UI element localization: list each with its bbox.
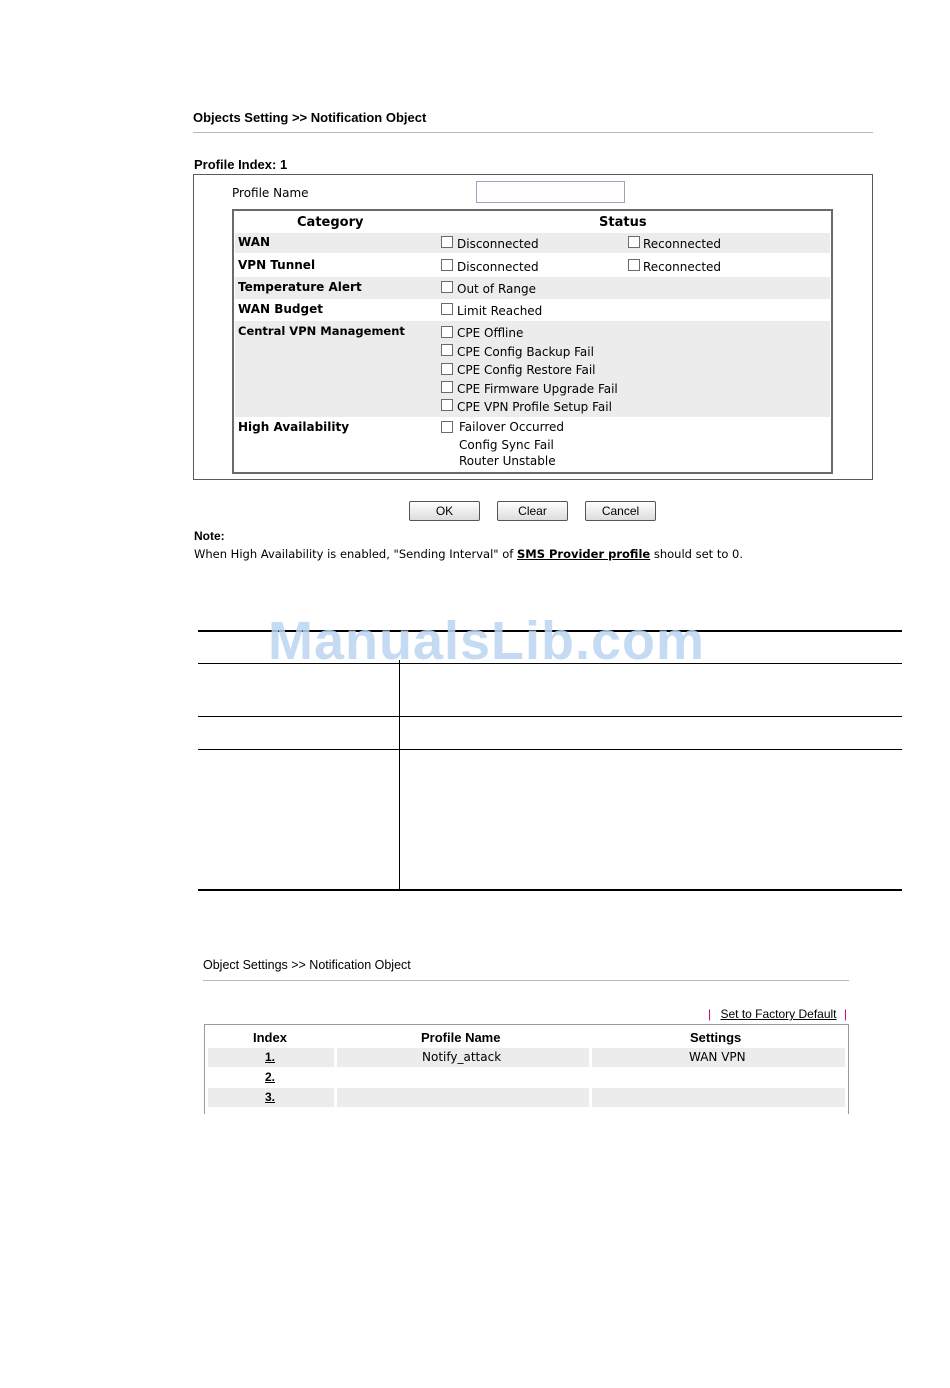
wan-reconnected-label: Reconnected: [643, 237, 722, 251]
wan-disconnected-label: Disconnected: [457, 237, 539, 251]
failover-occurred-label: Failover Occurred: [459, 420, 565, 434]
desc-table-rule-3: [198, 749, 902, 750]
desc-table-column-divider: [399, 660, 400, 890]
vpn-reconnected-checkbox[interactable]: [628, 259, 640, 271]
temp-out-of-range-checkbox[interactable]: [441, 281, 453, 293]
budget-limit-reached-label: Limit Reached: [457, 304, 543, 318]
failover-occurred-checkbox[interactable]: [441, 421, 453, 433]
wan-reconnected-checkbox[interactable]: [628, 236, 640, 248]
page-title: Objects Setting >> Notification Object: [193, 110, 427, 125]
vpn-disconnected-label: Disconnected: [457, 260, 539, 274]
cpe-offline-checkbox[interactable]: [441, 326, 453, 338]
settings-cell-1: WAN VPN: [689, 1050, 746, 1064]
desc-table-bottom-rule: [198, 889, 902, 891]
profile-index-link-2[interactable]: 2.: [265, 1070, 276, 1084]
profile-name-header: Profile Name: [421, 1030, 501, 1045]
budget-limit-reached-checkbox[interactable]: [441, 303, 453, 315]
index-header: Index: [253, 1030, 287, 1045]
profile-index-link-3[interactable]: 3.: [265, 1090, 276, 1104]
separator-left: |: [708, 1007, 712, 1021]
cpe-vpn-profile-setup-fail-label: CPE VPN Profile Setup Fail: [457, 400, 612, 414]
cpe-firmware-upgrade-fail-label: CPE Firmware Upgrade Fail: [457, 382, 618, 396]
category-header: Category: [297, 215, 364, 230]
table-cell-bg: [337, 1088, 589, 1107]
factory-default-bar: [708, 1007, 847, 1021]
clear-button[interactable]: Clear: [497, 501, 568, 521]
category-high-availability: High Availability: [238, 420, 350, 434]
wan-disconnected-checkbox[interactable]: [441, 236, 453, 248]
settings-header: Settings: [690, 1030, 742, 1045]
cpe-offline-label: CPE Offline: [457, 326, 524, 340]
category-vpn-tunnel: VPN Tunnel: [238, 258, 316, 272]
cpe-firmware-upgrade-fail-checkbox[interactable]: [441, 381, 453, 393]
profile-index-link-1[interactable]: 1.: [265, 1050, 276, 1064]
note-title: Note:: [194, 529, 225, 543]
profile-index-label: Profile Index: 1: [194, 157, 288, 172]
router-unstable-label: Router Unstable: [459, 454, 556, 468]
profile-name-label: Profile Name: [232, 186, 309, 200]
vpn-reconnected-label: Reconnected: [643, 260, 722, 274]
note-text: [194, 547, 743, 561]
desc-table-rule-2: [198, 716, 902, 717]
cpe-config-restore-fail-checkbox[interactable]: [441, 363, 453, 375]
profile-name-input[interactable]: [476, 181, 625, 203]
config-sync-fail-label: Config Sync Fail: [459, 438, 554, 452]
cancel-button[interactable]: Cancel: [585, 501, 656, 521]
sms-provider-profile-link[interactable]: SMS Provider profile: [516, 547, 651, 561]
vpn-disconnected-checkbox[interactable]: [441, 259, 453, 271]
bottom-title-divider: [203, 980, 849, 981]
set-to-factory-default-link[interactable]: Set to Factory Default: [720, 1007, 837, 1021]
category-wan-budget: WAN Budget: [238, 302, 323, 316]
temp-out-of-range-label: Out of Range: [457, 282, 536, 296]
ok-button[interactable]: OK: [409, 501, 480, 521]
category-central-vpn-management: Central VPN Management: [238, 324, 405, 338]
bottom-page-title: Object Settings >> Notification Object: [203, 958, 411, 972]
separator-right: |: [843, 1007, 847, 1021]
cpe-config-backup-fail-label: CPE Config Backup Fail: [457, 345, 594, 359]
cpe-vpn-profile-setup-fail-checkbox[interactable]: [441, 399, 453, 411]
cpe-config-restore-fail-label: CPE Config Restore Fail: [457, 363, 596, 377]
category-wan: WAN: [238, 235, 271, 249]
cpe-config-backup-fail-checkbox[interactable]: [441, 344, 453, 356]
profile-name-cell-1: Notify_attack: [422, 1050, 502, 1064]
status-header: Status: [599, 215, 647, 230]
category-temperature-alert: Temperature Alert: [238, 280, 362, 294]
watermark: ManualsLib.com: [268, 611, 706, 671]
note-text-before: When High Availability is enabled, "Sending Interval" of: [194, 547, 517, 561]
table-cell-bg: [592, 1088, 845, 1107]
title-divider: [193, 132, 873, 133]
note-text-after: should set to 0.: [650, 547, 744, 561]
